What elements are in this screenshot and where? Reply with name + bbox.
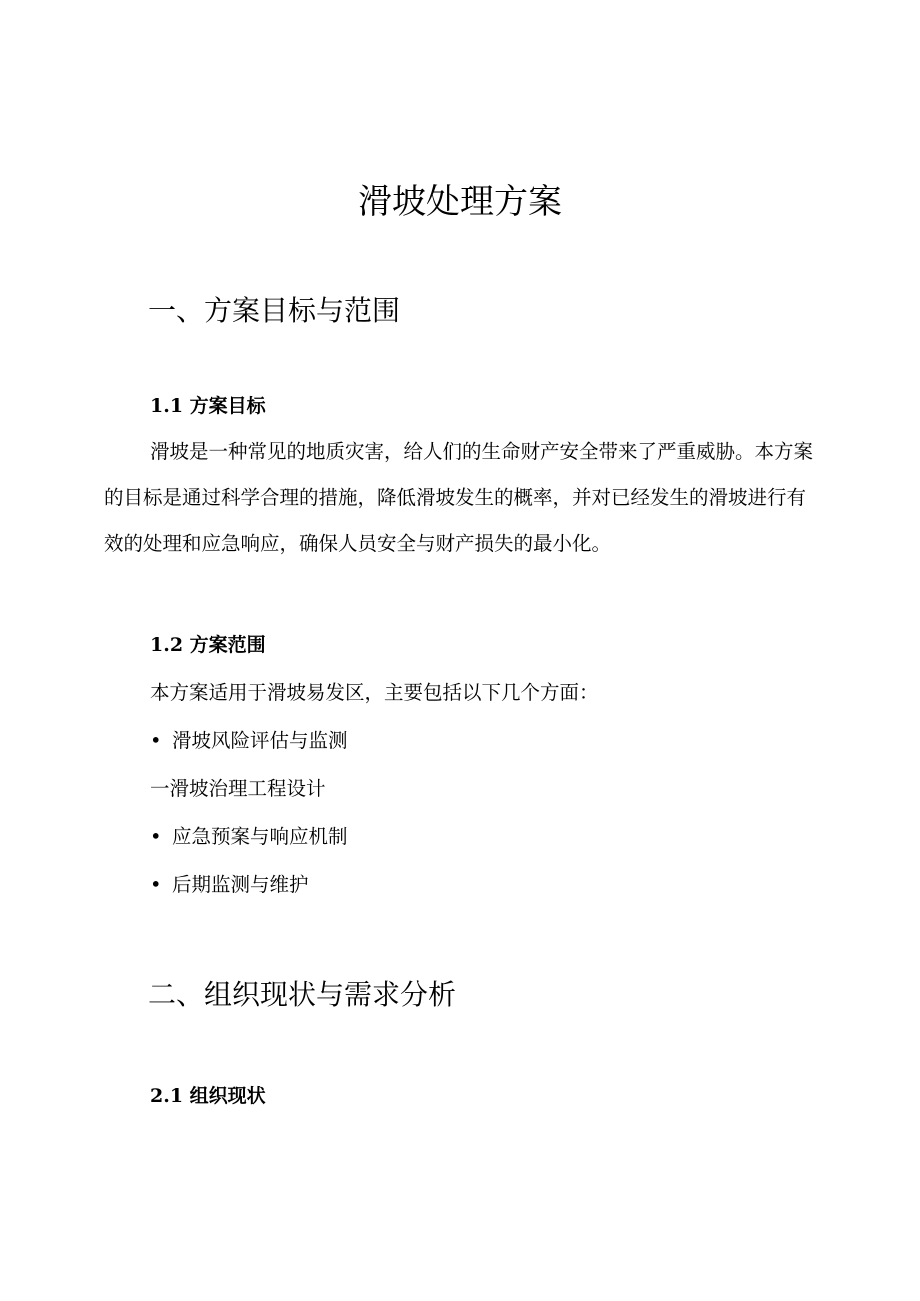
bullet-marker: • (150, 825, 162, 848)
dash-marker: 一 (150, 777, 170, 800)
section-2-heading: 二、组织现状与需求分析 (148, 978, 457, 1011)
scope-list-item (150, 823, 348, 851)
subsection-2-1-heading: 2.1 组织现状 (150, 1085, 266, 1107)
scope-list-item (150, 871, 309, 899)
subsection-1-2-heading: 1.2 方案范围 (150, 634, 266, 656)
document-title: 滑坡处理方案 (358, 182, 562, 222)
scope-list-item (150, 775, 326, 803)
section-1-heading: 一、方案目标与范围 (148, 294, 401, 327)
scope-item-text: 应急预案与响应机制 (172, 825, 348, 848)
bullet-marker: • (150, 729, 162, 752)
subsection-1-1-paragraph: 滑坡是一种常见的地质灾害，给人们的生命财产安全带来了严重威胁。本方案的目标是通过科学合理的措施，降低滑坡发生的概率，并对已经发生的滑坡进行有效的处理和应急响应，确保人员安全与财产损失的最小化。 (104, 440, 814, 555)
scope-list-item (150, 727, 348, 755)
bullet-marker: • (150, 873, 162, 896)
scope-item-text: 滑坡风险评估与监测 (172, 729, 348, 752)
scope-item-text: 后期监测与维护 (172, 873, 309, 896)
subsection-1-1-heading: 1.1 方案目标 (150, 395, 266, 417)
subsection-1-2-intro: 本方案适用于滑坡易发区，主要包括以下几个方面： (150, 681, 599, 704)
scope-item-text: 滑坡治理工程设计 (169, 777, 326, 800)
